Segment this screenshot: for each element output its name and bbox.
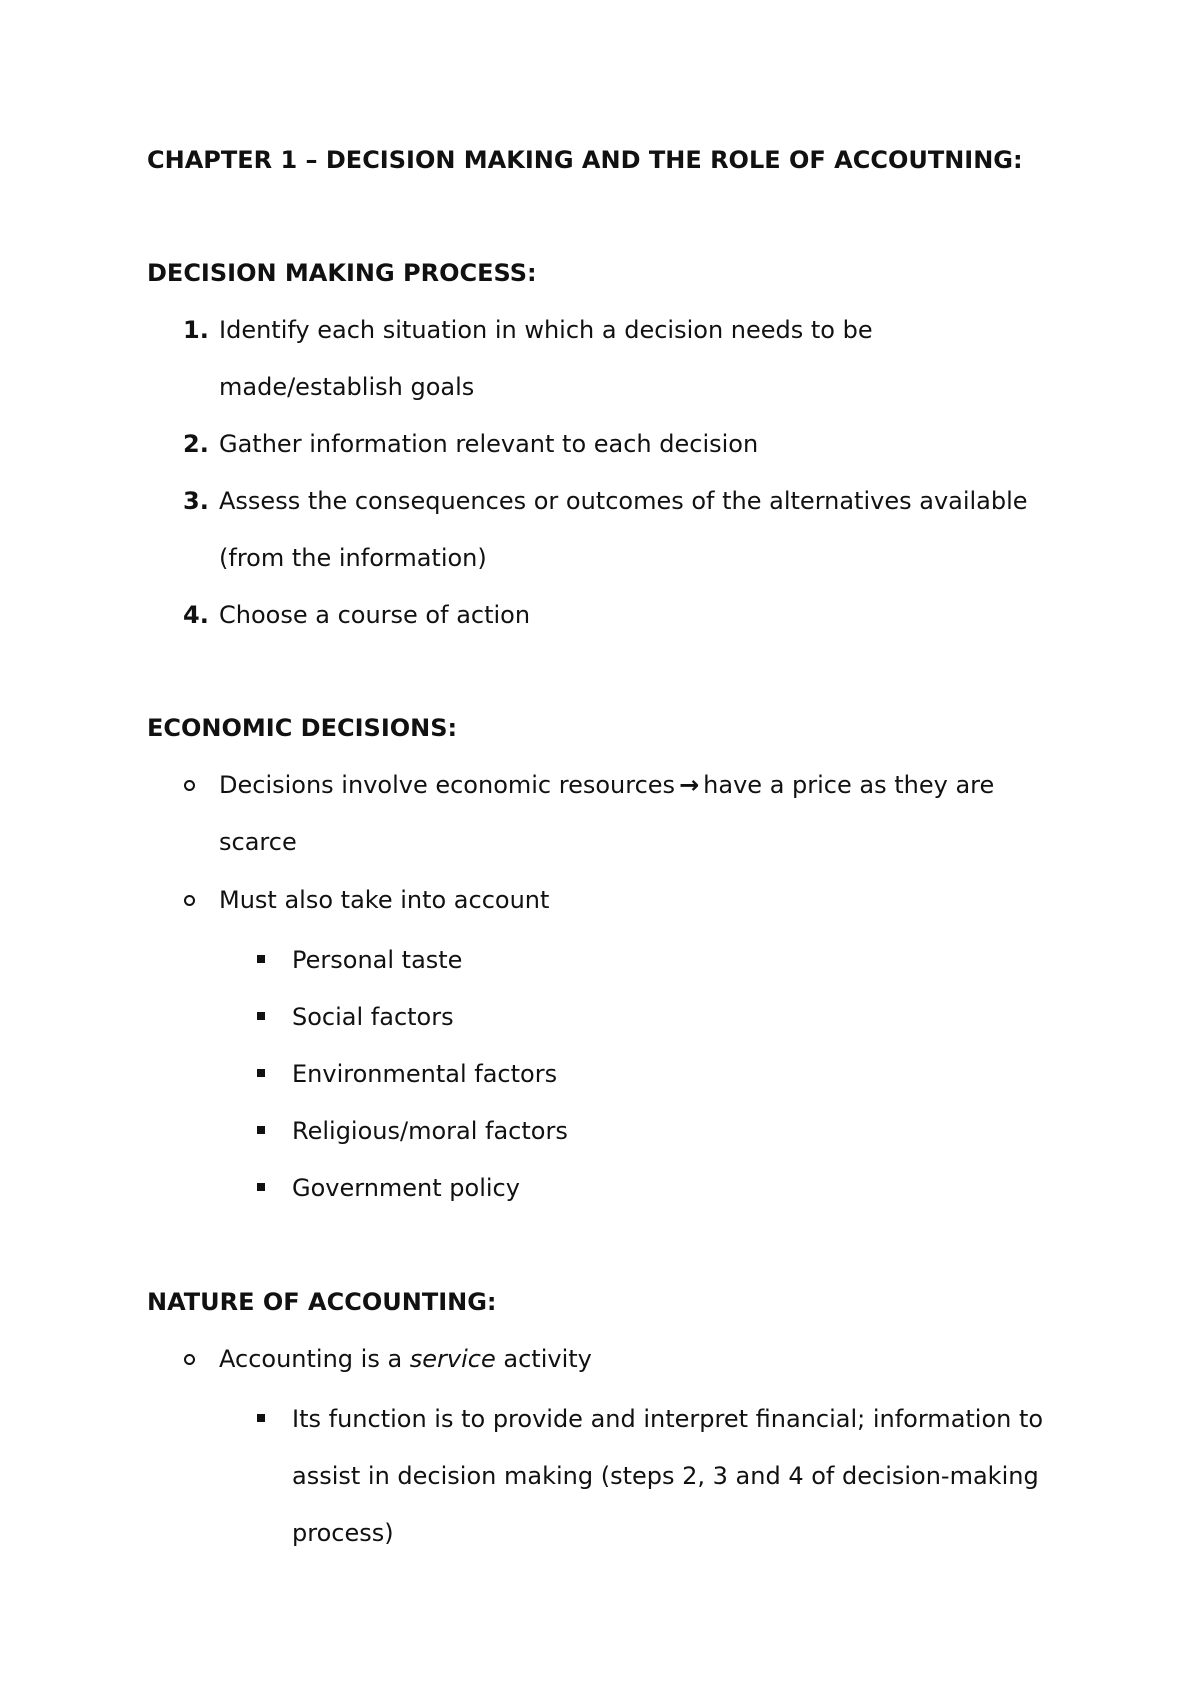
- sub-list-item-text: Religious/moral factors: [292, 1117, 568, 1145]
- sub-list-item: [0, 1054, 1200, 1094]
- sub-list-item: [0, 1111, 1200, 1151]
- list-number: 1.: [183, 316, 209, 344]
- list-number: 4.: [183, 601, 209, 629]
- list-item-text: Choose a course of action: [219, 601, 531, 629]
- sub-list-item-continuation: [0, 1456, 1200, 1496]
- sub-list-item: [0, 997, 1200, 1037]
- list-item: [0, 424, 1200, 464]
- square-bullet-icon: [257, 1126, 265, 1134]
- section-heading-decision-making-process: DECISION MAKING PROCESS:: [147, 259, 537, 287]
- list-item-continuation: [0, 367, 1200, 407]
- sub-list-item: [0, 1399, 1200, 1439]
- sub-list-item: [0, 1168, 1200, 1208]
- section-heading-economic-decisions: ECONOMIC DECISIONS:: [147, 714, 458, 742]
- list-item: [0, 880, 1200, 920]
- section-heading-nature-of-accounting: NATURE OF ACCOUNTING:: [147, 1288, 497, 1316]
- sub-list-item-text: Personal taste: [292, 946, 463, 974]
- list-item-text: Must also take into account: [219, 886, 550, 914]
- list-item-text: Decisions involve economic resources → have a price as they are: [219, 765, 994, 805]
- square-bullet-icon: [257, 1414, 265, 1422]
- square-bullet-icon: [257, 1069, 265, 1077]
- sub-list-item-text: Its function is to provide and interpret financial; information to: [292, 1405, 1044, 1433]
- sub-list-item-text: Government policy: [292, 1174, 520, 1202]
- list-item-text: (from the information): [219, 544, 487, 572]
- list-number: 3.: [183, 487, 209, 515]
- list-item: [0, 481, 1200, 521]
- list-item: [0, 595, 1200, 635]
- list-item-text: scarce: [219, 828, 297, 856]
- list-item-text: Assess the consequences or outcomes of the alternatives available: [219, 487, 1028, 515]
- square-bullet-icon: [257, 1012, 265, 1020]
- sub-list-item-text: Social factors: [292, 1003, 454, 1031]
- emphasized-word: service: [409, 1345, 496, 1373]
- sub-list-item-text: assist in decision making (steps 2, 3 and 4 of decision-making: [292, 1462, 1039, 1490]
- list-item: [0, 310, 1200, 350]
- list-item: [0, 1339, 1200, 1379]
- square-bullet-icon: [257, 955, 265, 963]
- sub-list-item-text: process): [292, 1519, 394, 1547]
- list-item: [0, 765, 1200, 805]
- right-arrow-icon: →: [679, 771, 700, 799]
- sub-list-item-text: Environmental factors: [292, 1060, 558, 1088]
- list-item-text: Accounting is a service activity: [219, 1345, 592, 1373]
- sub-list-item-continuation: [0, 1513, 1200, 1553]
- list-item-text: Identify each situation in which a decision needs to be: [219, 316, 873, 344]
- circle-bullet-icon: [184, 895, 195, 906]
- sub-list-item: [0, 940, 1200, 980]
- list-item-continuation: [0, 822, 1200, 862]
- list-item-text: Gather information relevant to each decision: [219, 430, 759, 458]
- circle-bullet-icon: [184, 780, 195, 791]
- chapter-title: CHAPTER 1 – DECISION MAKING AND THE ROLE OF ACCOUTNING:: [147, 146, 1023, 174]
- list-item-continuation: [0, 538, 1200, 578]
- list-item-text: made/establish goals: [219, 373, 475, 401]
- square-bullet-icon: [257, 1183, 265, 1191]
- circle-bullet-icon: [184, 1354, 195, 1365]
- list-number: 2.: [183, 430, 209, 458]
